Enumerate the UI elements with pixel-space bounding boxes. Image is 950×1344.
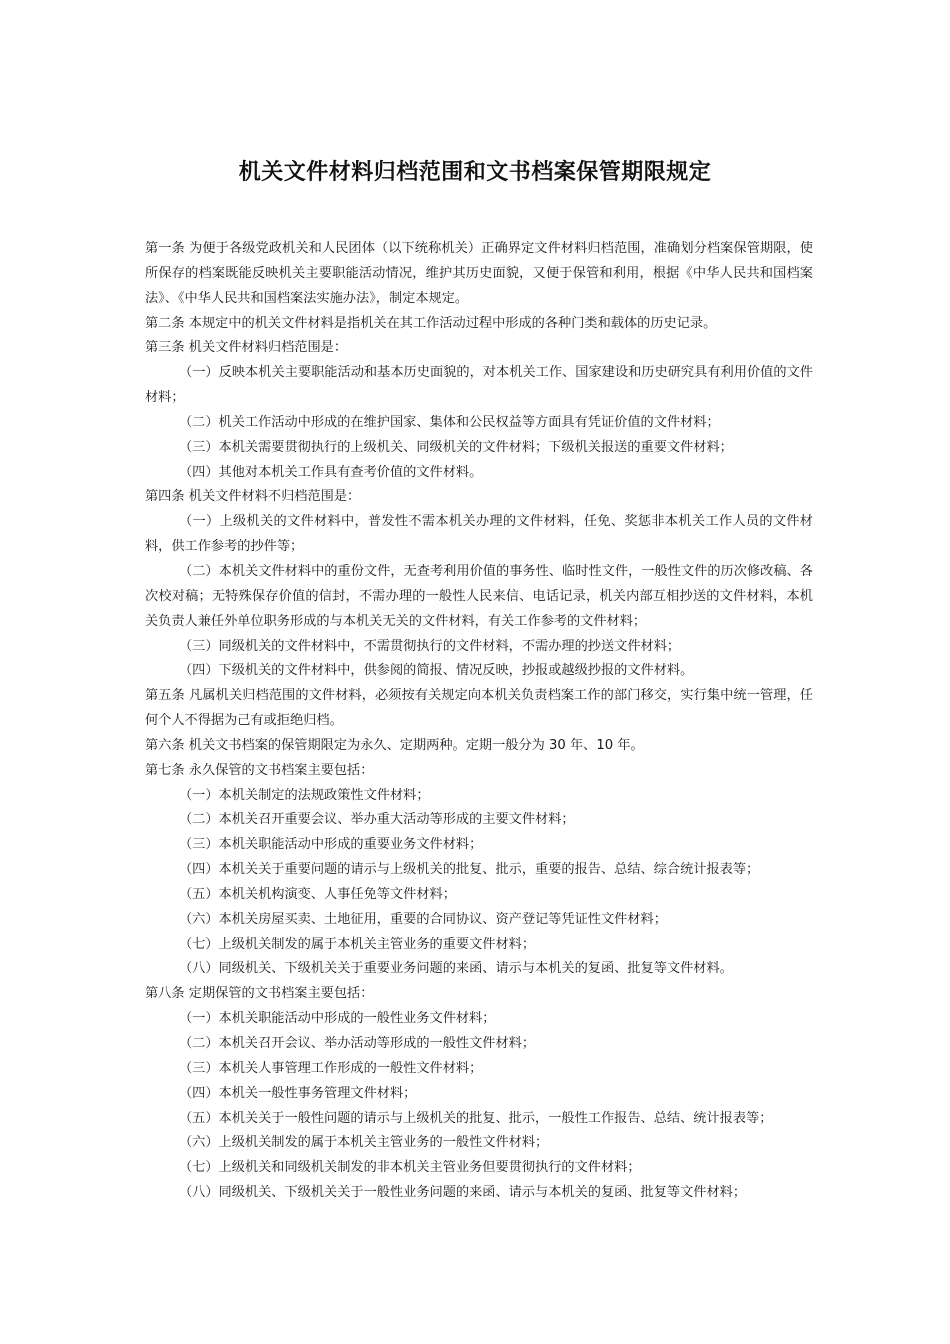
article-3-item-3: （三）本机关需要贯彻执行的上级机关、同级机关的文件材料；下级机关报送的重要文件材料； xyxy=(179,439,733,455)
article-8-item-8: （八）同级机关、下级机关关于一般性业务问题的来函、请示与本机关的复函、批复等文件材料； xyxy=(179,1185,747,1201)
article-1-paragraph: 第一条 为便于各级党政机关和人民团体（以下统称机关）正确界定文件材料归档范围，准确划分档案保管期限，使所保存的档案既能反映机关主要职能活动情况，维护其历史面貌，又便于保管和利用，根据《中华人民共和国档案法》、《中华人民共和国档案法实施办法》，制定本规定。 xyxy=(145,241,813,306)
article-7-heading: 第七条 永久保管的文书档案主要包括： xyxy=(145,762,374,778)
article-3-item-4: （四）其他对本机关工作具有查考价值的文件材料。 xyxy=(179,464,483,480)
article-3-heading: 第三条 机关文件材料归档范围是： xyxy=(145,340,348,356)
article-2-paragraph: 第二条 本规定中的机关文件材料是指机关在其工作活动过程中形成的各种门类和载体的历史记录。 xyxy=(145,315,717,331)
article-4-item-4: （四）下级机关的文件材料中，供参阅的简报、情况反映，抄报或越级抄报的文件材料。 xyxy=(179,663,694,679)
article-5-paragraph: 第五条 凡属机关归档范围的文件材料，必须按有关规定向本机关负责档案工作的部门移交，实行集中统一管理，任何个人不得据为己有或拒绝归档。 xyxy=(145,688,813,729)
document-body xyxy=(145,237,813,1206)
article-7-item-4: （四）本机关关于重要问题的请示与上级机关的批复、批示，重要的报告、总结、综合统计报表等； xyxy=(179,862,760,878)
article-7-item-3: （三）本机关职能活动中形成的重要业务文件材料； xyxy=(179,837,483,853)
article-4-item-2: （二）本机关文件材料中的重份文件，无查考利用价值的事务性、临时性文件，一般性文件的历次修改稿、各次校对稿；无特殊保存价值的信封，不需办理的一般性人民来信、电话记录，机关内部互相抄送的文件材料，本机关负责人兼任外单位职务形成的与本机关无关的文件材料，有关工作参考的文件材料； xyxy=(145,563,813,629)
document-title: 机关文件材料归档范围和文书档案保管期限规定 xyxy=(238,160,712,185)
article-4-item-3: （三）同级机关的文件材料中，不需贯彻执行的文件材料，不需办理的抄送文件材料； xyxy=(179,638,681,654)
article-6-paragraph: 第六条 机关文书档案的保管期限定为永久、定期两种。定期一般分为 30 年、10 年。 xyxy=(145,737,644,753)
article-8-item-1: （一）本机关职能活动中形成的一般性业务文件材料； xyxy=(179,1011,496,1027)
article-7-item-2: （二）本机关召开重要会议、举办重大活动等形成的主要文件材料； xyxy=(179,812,575,828)
article-8-item-5: （五）本机关关于一般性问题的请示与上级机关的批复、批示，一般性工作报告、总结、统计报表等； xyxy=(179,1110,773,1126)
article-8-heading: 第八条 定期保管的文书档案主要包括： xyxy=(145,986,374,1002)
article-4-item-1: （一）上级机关的文件材料中，普发性不需本机关办理的文件材料，任免、奖惩非本机关工作人员的文件材料，供工作参考的抄件等； xyxy=(145,514,813,555)
article-8-item-7: （七）上级机关和同级机关制发的非本机关主管业务但要贯彻执行的文件材料； xyxy=(179,1160,641,1176)
article-8-item-4: （四）本机关一般性事务管理文件材料； xyxy=(179,1085,417,1101)
article-7-item-5: （五）本机关机构演变、人事任免等文件材料； xyxy=(179,886,456,902)
article-7-item-8: （八）同级机关、下级机关关于重要业务问题的来函、请示与本机关的复函、批复等文件材料。 xyxy=(179,961,733,977)
article-8-item-2: （二）本机关召开会议、举办活动等形成的一般性文件材料； xyxy=(179,1036,536,1051)
article-7-item-7: （七）上级机关制发的属于本机关主管业务的重要文件材料； xyxy=(179,936,536,952)
article-8-item-3: （三）本机关人事管理工作形成的一般性文件材料； xyxy=(179,1060,483,1076)
article-7-item-1: （一）本机关制定的法规政策性文件材料； xyxy=(179,787,430,803)
article-8-item-6: （六）上级机关制发的属于本机关主管业务的一般性文件材料； xyxy=(179,1135,549,1151)
article-3-item-2: （二）机关工作活动中形成的在维护国家、集体和公民权益等方面具有凭证价值的文件材料； xyxy=(179,414,720,430)
article-4-heading: 第四条 机关文件材料不归档范围是： xyxy=(145,489,361,505)
article-7-item-6: （六）本机关房屋买卖、土地征用，重要的合同协议、资产登记等凭证性文件材料； xyxy=(179,911,667,927)
article-3-item-1: （一）反映本机关主要职能活动和基本历史面貌的，对本机关工作、国家建设和历史研究具有利用价值的文件材料； xyxy=(145,365,813,406)
